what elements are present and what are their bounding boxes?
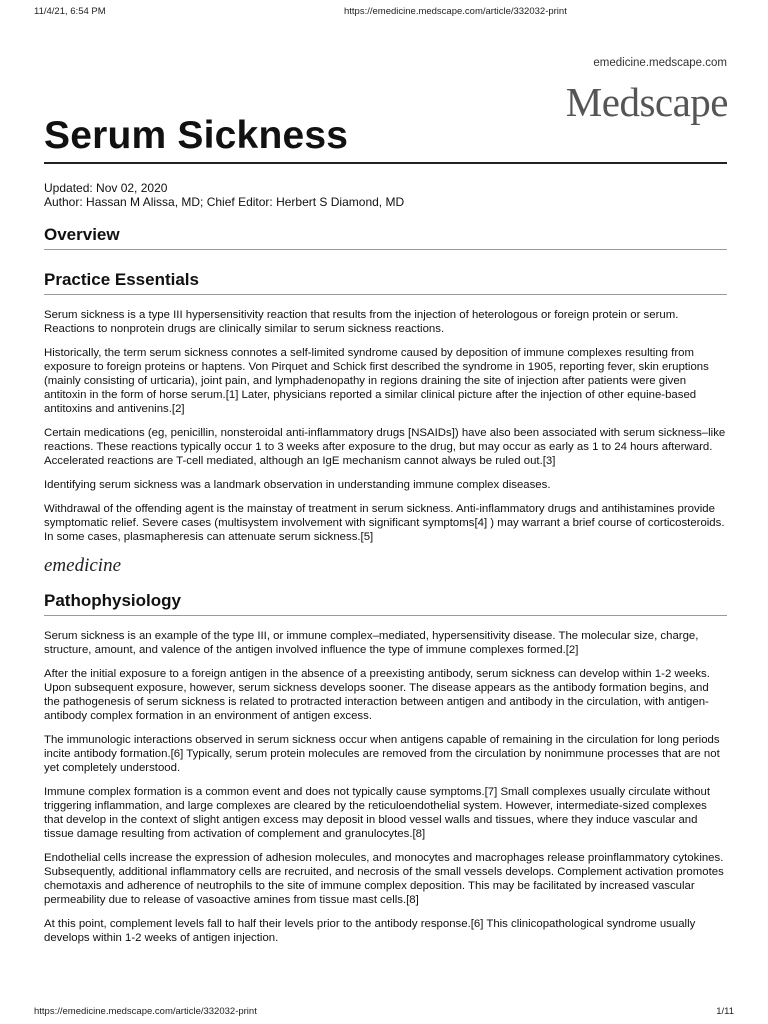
section-overview-heading: Overview — [44, 225, 120, 244]
paragraph: Certain medications (eg, penicillin, nonsteroidal anti-inflammatory drugs [NSAIDs]) have also been associated with serum sickness–like reactions. These reactions typically occur 1 to 3 weeks after exposure to the drug, but may occur as early as 1 to 24 hours afterward. Accelerated reactions are T-cell mediated, although an IgE mechanism cannot always be ruled out.[3] — [44, 427, 726, 467]
section-divider — [44, 294, 727, 295]
section-pathophysiology-heading: Pathophysiology — [44, 591, 181, 610]
article — [44, 110, 727, 945]
site-url[interactable]: emedicine.medscape.com — [593, 57, 727, 69]
medscape-logo[interactable]: Medscape — [565, 79, 728, 125]
paragraph: Immune complex formation is a common event and does not typically cause symptoms.[7] Small complexes usually circulate without triggering inflammation, and large complexes are cleared by the reticuloendothelial system. However, intermediate-sized complexes that develop in the context of slight antigen excess may deposit in blood vessel walls and tissues, where they induce vascular and tissue damage resulting from activation of complement and granulocytes.[8] — [44, 786, 711, 840]
title-divider — [44, 162, 727, 164]
print-header — [34, 6, 734, 20]
page-title: Serum Sickness — [44, 114, 349, 157]
page-number: 1/11 — [716, 1006, 734, 1017]
print-footer — [34, 1006, 734, 1020]
section-divider — [44, 615, 727, 616]
article-meta — [44, 181, 727, 209]
footer-url[interactable]: https://emedicine.medscape.com/article/332032-print — [34, 1006, 257, 1017]
print-url[interactable]: https://emedicine.medscape.com/article/332032-print — [344, 6, 567, 17]
paragraph: After the initial exposure to a foreign antigen in the absence of a preexisting antibody, serum sickness can develop within 1-2 weeks. Upon subsequent exposure, however, serum sickness develops sooner. The disease appears as the antibody formation begins, and the pathogenesis of serum sickness is related to protracted interaction between antigen and antibody in the circulation, with antigen-antibody complex formation in an environment of antigen excess. — [44, 668, 710, 722]
author-line: Author: Hassan M Alissa, MD; Chief Editor: Herbert S Diamond, MD — [44, 195, 405, 209]
paragraph: Identifying serum sickness was a landmark observation in understanding immune complex diseases. — [44, 479, 551, 491]
paragraph: At this point, complement levels fall to half their levels prior to the antibody response.[6] This clinicopathological syndrome usually develops within 1-2 weeks of antigen injection. — [44, 918, 696, 944]
paragraph: The immunologic interactions observed in serum sickness occur when antigens capable of remaining in the circulation for long periods incite antibody formation.[6] Typically, serum protein molecules are removed from the circulation by nonimmune processes that are not yet completely understood. — [44, 734, 720, 774]
paragraph: Serum sickness is a type III hypersensitivity reaction that results from the injection of heterologous or foreign protein or serum. Reactions to nonprotein drugs are clinically similar to serum sickness reactions. — [44, 309, 679, 335]
section-practice-essentials-heading: Practice Essentials — [44, 270, 199, 289]
emedicine-logo: emedicine — [44, 555, 122, 576]
print-date: 11/4/21, 6:54 PM — [34, 6, 106, 17]
paragraph: Historically, the term serum sickness connotes a self-limited syndrome caused by deposition of immune complexes resulting from exposure to foreign proteins or haptens. Von Pirquet and Schick first described the syndrome in 1905, reporting fever, skin eruptions (mainly consisting of urticaria), joint pain, and lymphadenopathy in regions draining the site of injection after patients were given antitoxin in the form of horse serum.[1] Later, physicians reported a similar clinical picture after the injection of other equine-based antitoxins and antivenins.[2] — [44, 347, 709, 415]
section-divider — [44, 249, 727, 250]
paragraph: Endothelial cells increase the expression of adhesion molecules, and monocytes and macrophages release proinflammatory cytokines. Subsequently, additional inflammatory cells are recruited, and necrosis of the small vessels develops. Complement activation promotes chemotaxis and adherence of neutrophils to the site of immune complex deposition. This may be facilitated by increased vascular permeability due to release of vasoactive amines from tissue mast cells.[8] — [44, 852, 724, 906]
paragraph: Serum sickness is an example of the type III, or immune complex–mediated, hypersensitivity disease. The molecular size, charge, structure, amount, and valence of the antigen involved influence the type of immune complexes formed.[2] — [44, 630, 699, 656]
updated-date: Updated: Nov 02, 2020 — [44, 181, 168, 195]
paragraph: Withdrawal of the offending agent is the mainstay of treatment in serum sickness. Anti-inflammatory drugs and antihistamines provide symptomatic relief. Severe cases (multisystem involvement with significant symptoms[4] ) may warrant a brief course of corticosteroids. In some cases, plasmapheresis can attenuate serum sickness.[5] — [44, 503, 725, 543]
